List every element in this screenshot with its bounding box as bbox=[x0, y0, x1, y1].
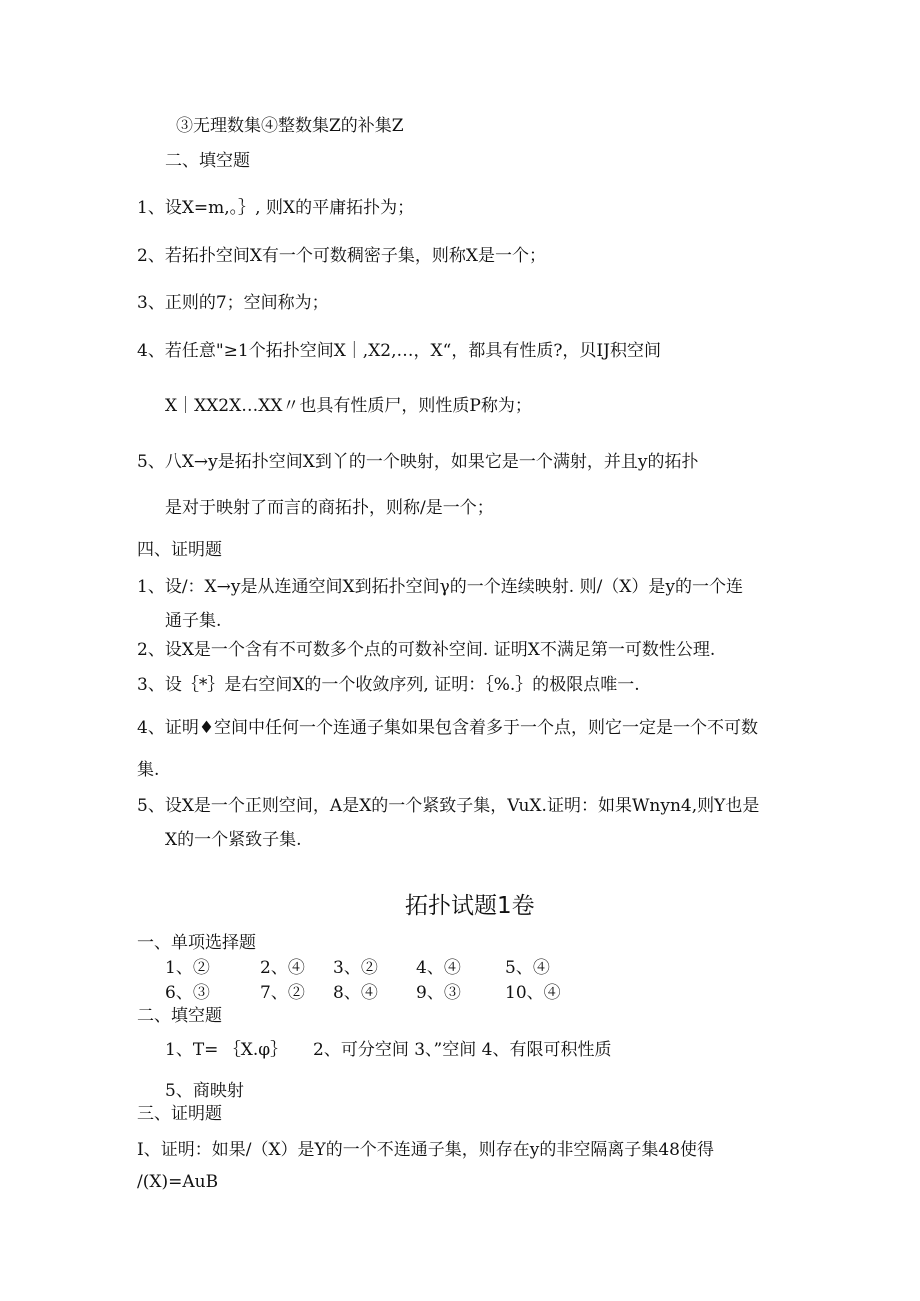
fill-item-5: 5、八X→y是拓扑空间X到丫的一个映射，如果它是一个满射，并且y的拓扑 bbox=[137, 452, 699, 472]
proof-item-5: 5、设X是一个正则空间，A是X的一个紧致子集，VuX.证明：如果Wnyn4,则Y也是 bbox=[137, 796, 760, 816]
fill-answer-1: 1、T= ｛X.φ｝ bbox=[165, 1040, 288, 1060]
proof-answer-line-2: /(X)=AuB bbox=[137, 1172, 219, 1192]
fill-answer-2-4: 2、可分空间 3、”空间 4、有限可积性质 bbox=[313, 1040, 612, 1060]
fill-item-3: 3、正则的7；空间称为； bbox=[137, 293, 329, 313]
fill-heading: 二、填空题 bbox=[165, 151, 250, 171]
proof-answer-heading: 三、证明题 bbox=[137, 1104, 222, 1124]
option-line: ③无理数集④整数集Z的补集Z bbox=[176, 116, 404, 136]
choice-answer: 1、② bbox=[165, 958, 210, 978]
fill-answer-heading: 二、填空题 bbox=[137, 1006, 222, 1026]
proof-item-2: 2、设X是一个含有不可数多个点的可数补空间. 证明X不满足第一可数性公理. bbox=[137, 640, 716, 660]
proof-answer-line-1: I、证明：如果/（X）是Y的一个不连通子集，则存在y的非空隔离子集48使得 bbox=[137, 1140, 715, 1160]
fill-item-4: 4、若任意"≥1个拓扑空间X｜,X2,…，X“，都具有性质?，贝IJ积空间 bbox=[137, 341, 661, 361]
choice-answer: 10、④ bbox=[505, 983, 561, 1003]
choice-answer: 7、② bbox=[260, 983, 305, 1003]
fill-item-2: 2、若拓扑空间X有一个可数稠密子集，则称X是一个； bbox=[137, 246, 547, 266]
proof-item-5-cont: X的一个紧致子集. bbox=[165, 830, 302, 850]
proof-item-1-cont: 通子集. bbox=[165, 611, 222, 631]
proof-item-1: 1、设/：X→y是从连通空间X到拓扑空间γ的一个连续映射. 则/（X）是y的一个连 bbox=[137, 577, 743, 597]
choice-answer: 4、④ bbox=[416, 958, 461, 978]
proof-heading: 四、证明题 bbox=[137, 540, 222, 560]
choice-answer: 3、② bbox=[333, 958, 378, 978]
fill-item-1: 1、设X=m,。｝, 则X的平庸拓扑为； bbox=[137, 198, 415, 218]
choice-answer: 9、③ bbox=[416, 983, 461, 1003]
fill-item-4-cont: X｜XX2X…XX〃也具有性质尸，则性质P称为； bbox=[165, 396, 532, 416]
choice-answer: 6、③ bbox=[165, 983, 210, 1003]
fill-item-5-cont: 是对于映射了而言的商拓扑，则称/是一个； bbox=[165, 498, 494, 518]
choice-heading: 一、单项选择题 bbox=[137, 933, 256, 953]
fill-answer-5: 5、商映射 bbox=[165, 1081, 244, 1101]
choice-answer: 5、④ bbox=[505, 958, 550, 978]
proof-item-3: 3、设｛*｝是右空间X的一个收敛序列, 证明：｛%.｝的极限点唯一. bbox=[137, 675, 640, 695]
choice-answer: 2、④ bbox=[260, 958, 305, 978]
page-title: 拓扑试题1卷 bbox=[405, 893, 535, 919]
proof-item-4-cont: 集. bbox=[137, 760, 160, 780]
proof-item-4: 4、证明♦空间中任何一个连通子集如果包含着多于一个点，则它一定是一个不可数 bbox=[137, 718, 759, 738]
choice-answer: 8、④ bbox=[333, 983, 378, 1003]
